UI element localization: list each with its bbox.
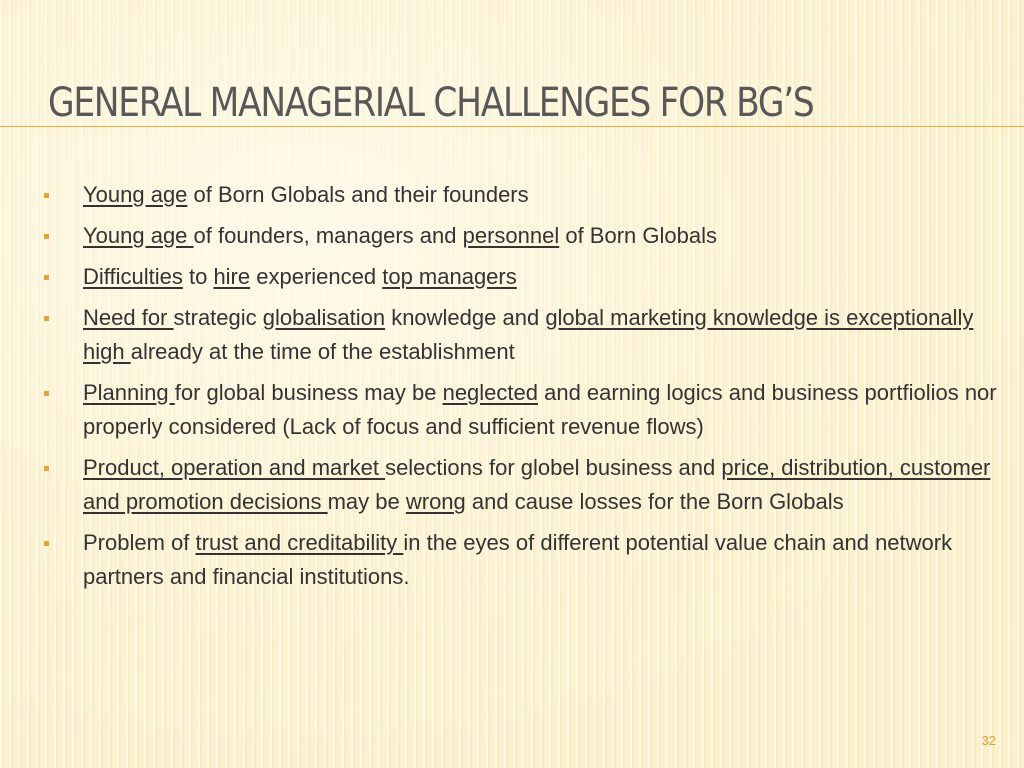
bullet-text: Problem of [83, 530, 196, 555]
bullet-item [40, 376, 1000, 444]
underlined-phrase: hire [213, 264, 251, 289]
underlined-phrase: personnel [462, 223, 560, 248]
square-bullet-icon [44, 316, 49, 321]
underlined-phrase: Young age [83, 223, 194, 248]
underlined-phrase: globalisation [262, 305, 386, 330]
bullet-item [40, 219, 1000, 253]
bullet-text: already at the time of the establishment [130, 339, 515, 364]
square-bullet-icon [44, 234, 49, 239]
underlined-phrase: Product, operation and market [83, 455, 386, 480]
underlined-phrase: price, distribution, customer and promotion decisions [83, 455, 991, 514]
underlined-phrase: Difficulties [83, 264, 183, 289]
underlined-phrase: wrong [405, 489, 466, 514]
square-bullet-icon [44, 275, 49, 280]
bullet-item [40, 301, 1000, 369]
square-bullet-icon [44, 193, 49, 198]
underlined-phrase: trust and creditability [195, 530, 404, 555]
page-number: 32 [981, 733, 996, 748]
bullet-item [40, 178, 1000, 212]
underlined-phrase: Planning [83, 380, 175, 405]
bullet-text: experienced [250, 264, 383, 289]
underlined-phrase: Need for [83, 305, 174, 330]
bullet-text: selections for globel business and [385, 455, 722, 480]
bullet-text: knowledge and [385, 305, 546, 330]
bullet-text: and cause losses for the Born Globals [465, 489, 844, 514]
bullet-item [40, 451, 1000, 519]
square-bullet-icon [44, 391, 49, 396]
underlined-phrase: neglected [442, 380, 538, 405]
bullet-text: in the eyes of different potential value chain and network partners and financial institutions. [83, 530, 953, 589]
underlined-phrase: global marketing knowledge is exceptionally high [83, 305, 974, 364]
bullet-text: of founders, managers and [193, 223, 463, 248]
bullet-text: may be [327, 489, 406, 514]
bullet-text: of Born Globals [559, 223, 717, 248]
bullet-text: and earning logics and business portfiolios nor properly considered (Lack of focus and sufficient revenue flows) [83, 380, 997, 439]
underlined-phrase: top managers [382, 264, 517, 289]
bullet-text: of Born Globals and their founders [187, 182, 529, 207]
underlined-phrase: Young age [83, 182, 188, 207]
bullet-list [40, 178, 1000, 601]
bullet-item [40, 260, 1000, 294]
slide-title: GENERAL MANAGERIAL CHALLENGES FOR BG’S [48, 80, 814, 126]
bullet-text: strategic [173, 305, 263, 330]
square-bullet-icon [44, 541, 49, 546]
bullet-text: to [182, 264, 214, 289]
title-divider-line [0, 126, 1024, 127]
bullet-item [40, 526, 1000, 594]
bullet-text: for global business may be [174, 380, 443, 405]
square-bullet-icon [44, 466, 49, 471]
